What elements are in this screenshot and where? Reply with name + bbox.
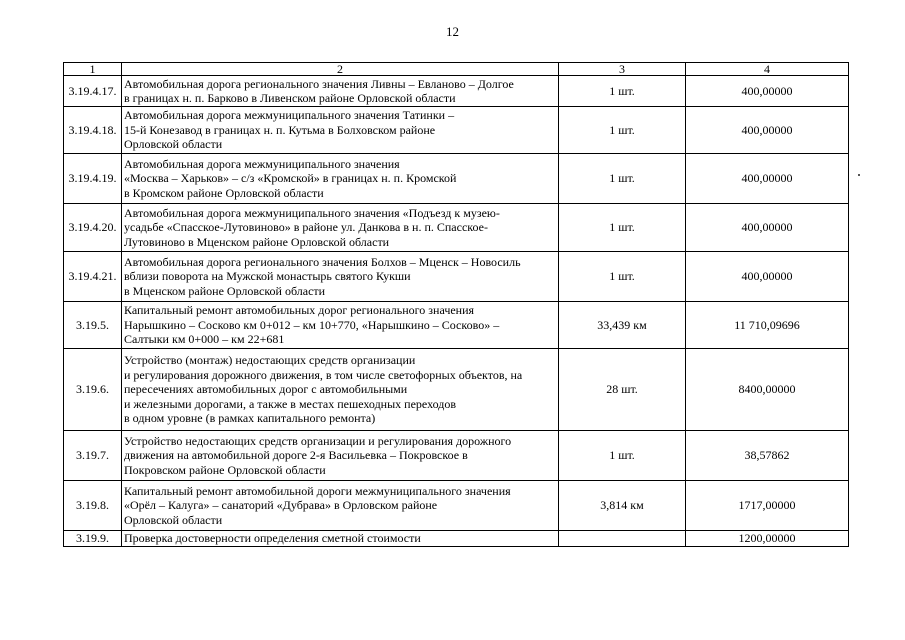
table-row (64, 107, 849, 154)
row-number: 3.19.8. (64, 481, 122, 531)
budget-table (63, 62, 849, 547)
header-col-3: 3 (559, 63, 686, 76)
header-col-1: 1 (64, 63, 122, 76)
row-number: 3.19.6. (64, 349, 122, 431)
row-quantity: 3,814 км (559, 481, 686, 531)
table-header-row (64, 63, 849, 76)
row-amount: 400,00000 (686, 154, 849, 204)
table-row (64, 531, 849, 547)
table-row (64, 252, 849, 302)
row-number: 3.19.4.20. (64, 204, 122, 252)
row-quantity: 1 шт. (559, 252, 686, 302)
row-amount: 400,00000 (686, 204, 849, 252)
row-quantity (559, 531, 686, 547)
table-row (64, 349, 849, 431)
row-description: Устройство недостающих средств организации и регулирования дорожного движения на автомобильной дороге 2-я Васильевка – Покровское в Покровском районе Орловской области (122, 431, 559, 481)
row-description: Капитальный ремонт автомобильной дороги межмуниципального значения «Орёл – Калуга» – санаторий «Дубрава» в Орловском районе Орловской области (122, 481, 559, 531)
row-quantity: 28 шт. (559, 349, 686, 431)
row-description: Автомобильная дорога межмуниципального значения «Москва – Харьков» – с/з «Кромской» в границах н. п. Кромской в Кромском районе Орловской области (122, 154, 559, 204)
page-number: 12 (446, 24, 459, 39)
row-amount: 11 710,09696 (686, 302, 849, 349)
row-description: Устройство (монтаж) недостающих средств организации и регулирования дорожного движения, в том числе светофорных объектов, на пересечениях автомобильных дорог с автомобильными и железными дорогами, а также в местах пешеходных переходов в одном уровне (в рамках капитального ремонта) (122, 349, 559, 431)
row-number: 3.19.5. (64, 302, 122, 349)
row-description: Автомобильная дорога межмуниципального значения «Подъезд к музею- усадьбе «Спасское-Лутовиново» в районе ул. Данкова в н. п. Спасское- Лутовиново в Мценском районе Орловской области (122, 204, 559, 252)
row-quantity: 1 шт. (559, 204, 686, 252)
row-amount: 8400,00000 (686, 349, 849, 431)
row-amount: 400,00000 (686, 76, 849, 107)
row-description: Автомобильная дорога регионального значения Болхов – Мценск – Новосиль вблизи поворота на Мужской монастырь святого Кукши в Мценском районе Орловской области (122, 252, 559, 302)
row-quantity: 1 шт. (559, 431, 686, 481)
table-row (64, 76, 849, 107)
row-number: 3.19.4.19. (64, 154, 122, 204)
scan-speck (858, 174, 860, 176)
row-description: Капитальный ремонт автомобильных дорог регионального значения Нарышкино – Сосково км 0+012 – км 10+770, «Нарышкино – Сосково» – Салтыки км 0+000 – км 22+681 (122, 302, 559, 349)
row-amount: 1717,00000 (686, 481, 849, 531)
table-row (64, 431, 849, 481)
row-number: 3.19.4.18. (64, 107, 122, 154)
row-amount: 38,57862 (686, 431, 849, 481)
row-number: 3.19.4.17. (64, 76, 122, 107)
row-description: Проверка достоверности определения сметной стоимости (122, 531, 559, 547)
row-number: 3.19.9. (64, 531, 122, 547)
row-number: 3.19.7. (64, 431, 122, 481)
row-quantity: 1 шт. (559, 154, 686, 204)
row-quantity: 1 шт. (559, 76, 686, 107)
row-description: Автомобильная дорога межмуниципального значения Татинки – 15-й Конезавод в границах н. п. Кутьма в Болховском районе Орловской области (122, 107, 559, 154)
row-amount: 400,00000 (686, 107, 849, 154)
row-quantity: 1 шт. (559, 107, 686, 154)
table-row (64, 481, 849, 531)
row-description: Автомобильная дорога регионального значения Ливны – Евланово – Долгое в границах н. п. Барково в Ливенском районе Орловской области (122, 76, 559, 107)
row-amount: 1200,00000 (686, 531, 849, 547)
header-col-4: 4 (686, 63, 849, 76)
table-row (64, 204, 849, 252)
header-col-2: 2 (122, 63, 559, 76)
row-quantity: 33,439 км (559, 302, 686, 349)
row-amount: 400,00000 (686, 252, 849, 302)
row-number: 3.19.4.21. (64, 252, 122, 302)
table-row (64, 302, 849, 349)
table-row (64, 154, 849, 204)
